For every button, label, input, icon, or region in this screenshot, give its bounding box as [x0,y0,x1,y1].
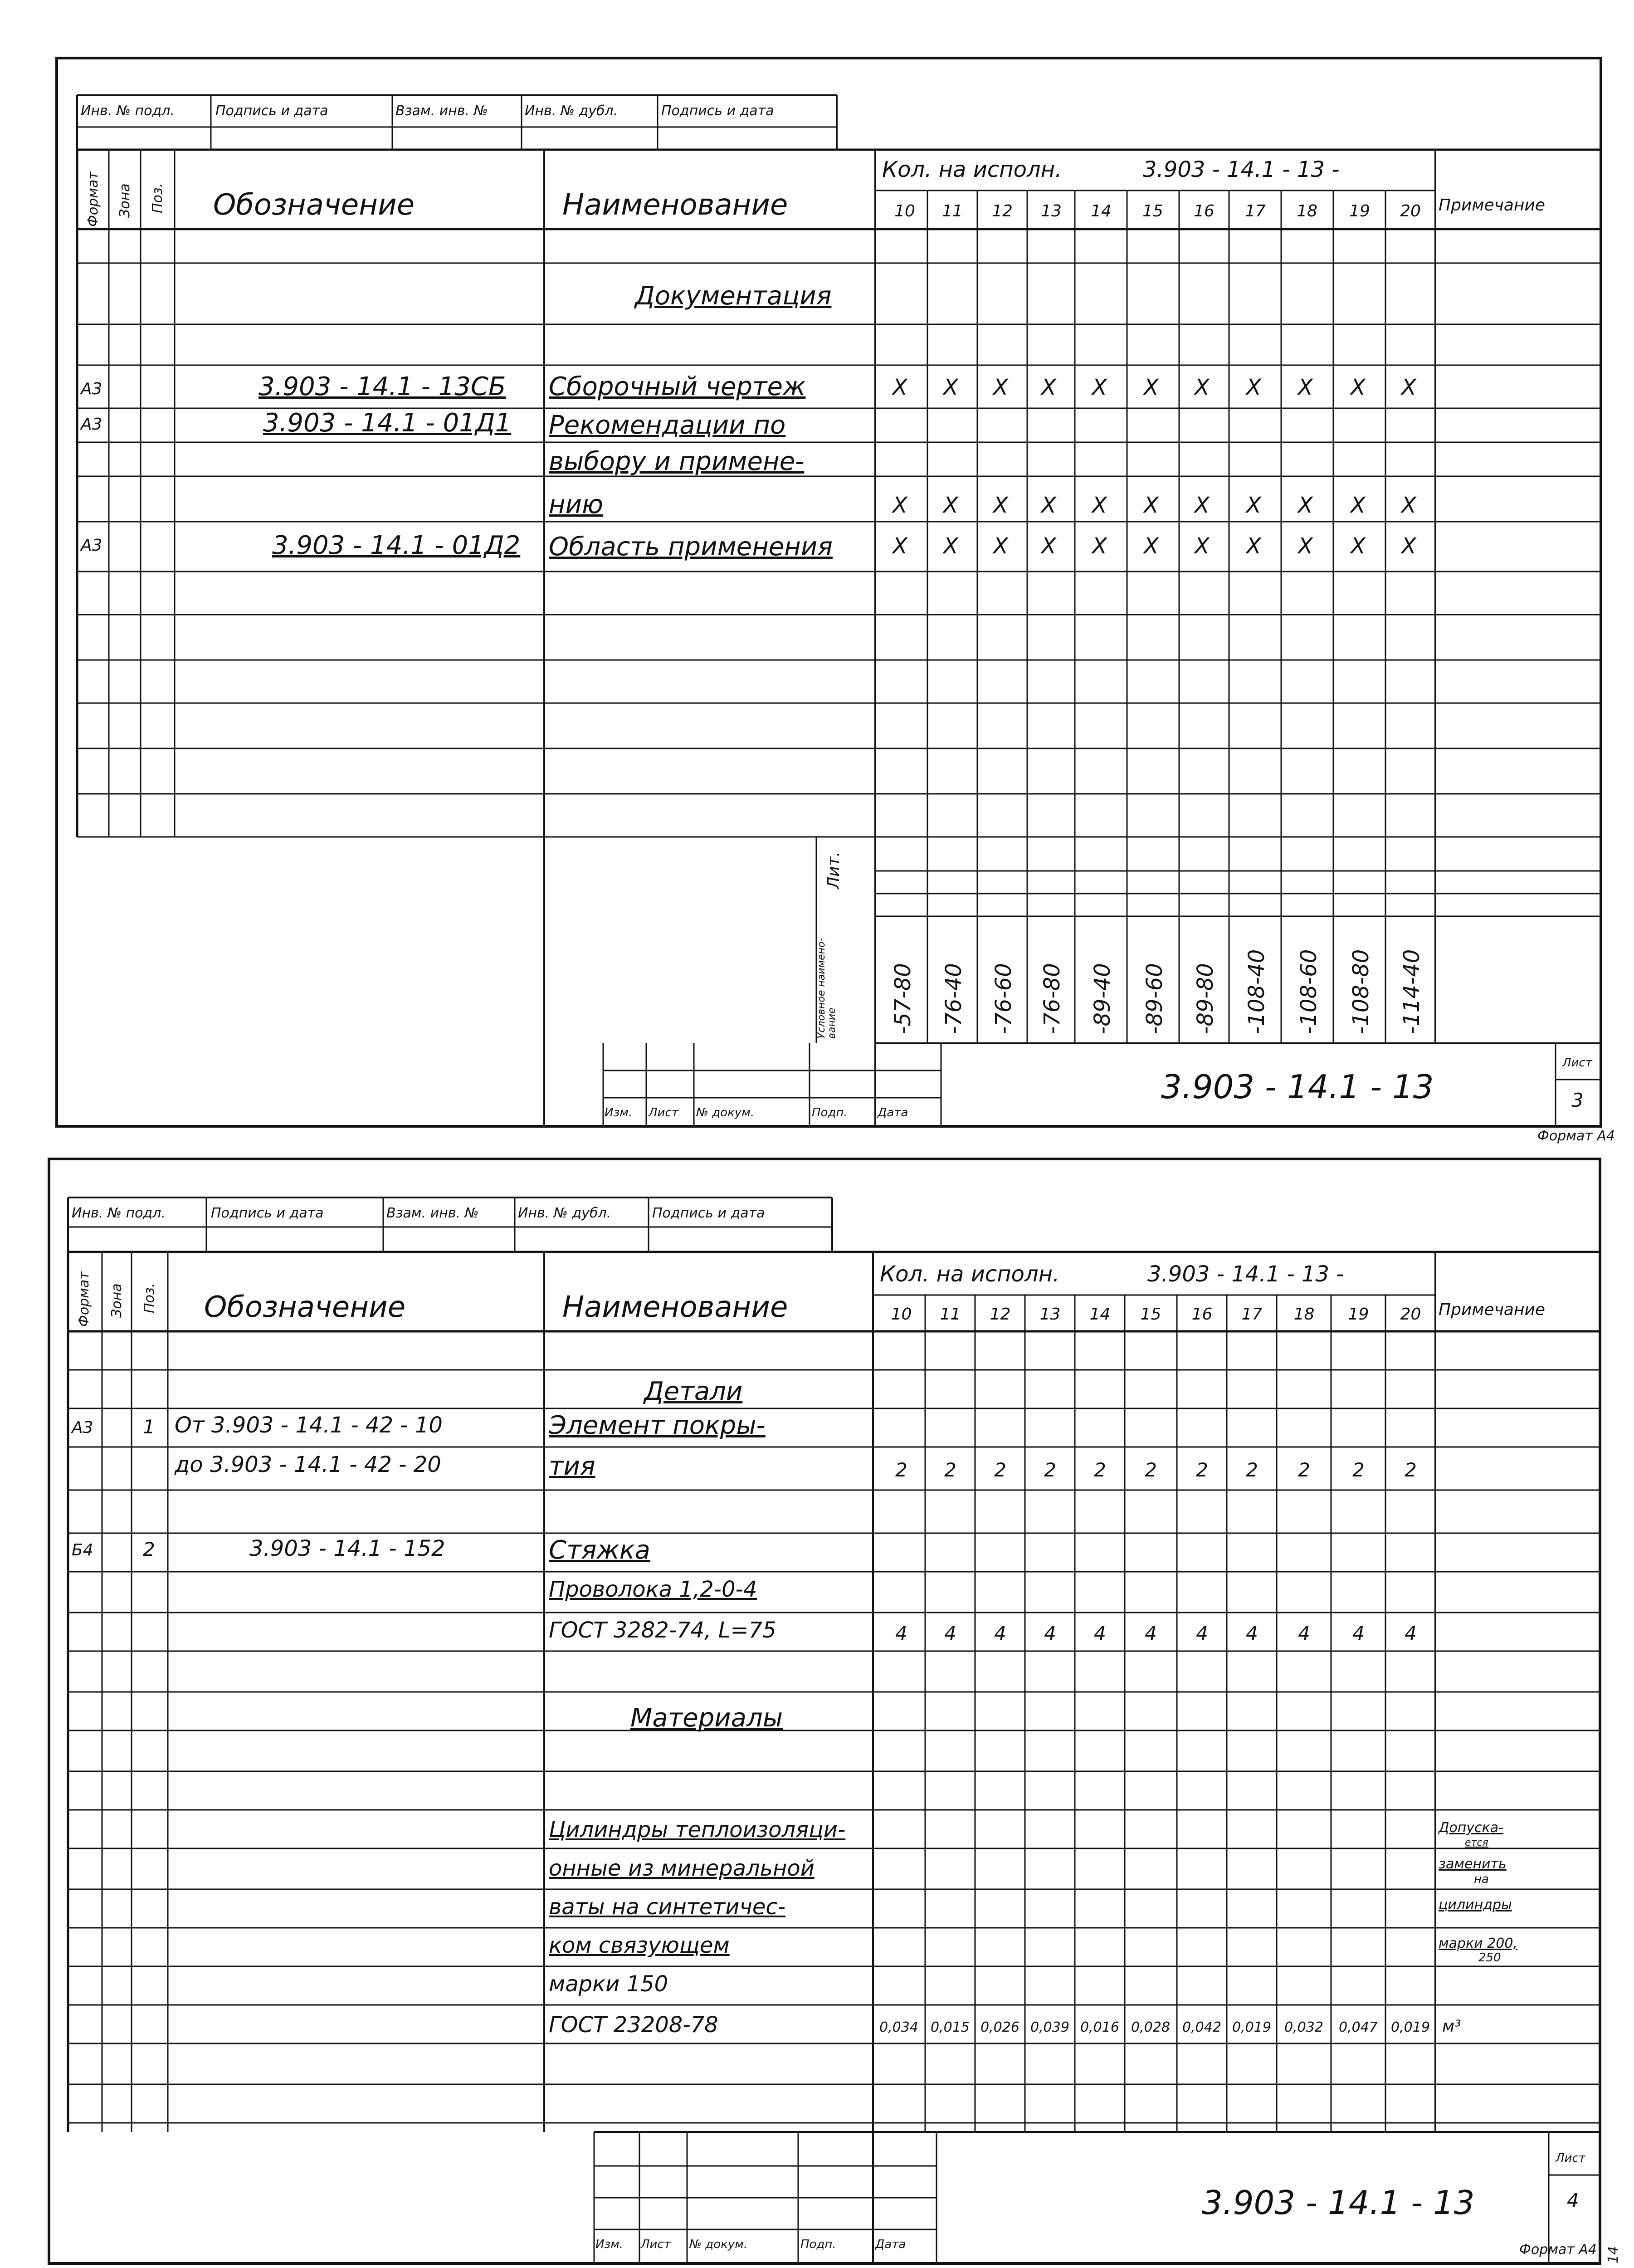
mat-value-cell: 0,016 [1080,2019,1119,2035]
qty-cell: 2 [1352,1459,1365,1481]
mat-value-cell: 0,032 [1284,2019,1323,2035]
x-mark: X [1144,533,1159,559]
ispoln2-19: 19 [1348,1305,1369,1324]
mat-naim-line6: ГОСТ 23208-78 [549,2012,718,2038]
tb1-data: Дата [878,1106,908,1119]
stamp2-vzam-inv: Взам. инв. № [386,1205,479,1221]
x-mark: X [1298,493,1313,518]
mat-note-line: цилиндры [1439,1897,1512,1913]
x-mark: X [1195,375,1210,400]
ispoln-10: 10 [894,202,915,220]
tb2-format: Формат А4 [1519,2242,1597,2258]
row2-2-naim-line1: Стяжка [549,1535,650,1565]
mat-value-cell: 0,026 [980,2019,1019,2035]
row1-oboz: 3.903 - 14.1 - 13СБ [259,372,506,401]
x-mark: X [1246,375,1261,400]
ispoln2-20: 20 [1400,1305,1421,1324]
qty-cell: 2 [1246,1459,1258,1481]
ispoln-20: 20 [1400,202,1421,220]
tb1-list-no: 3 [1571,1089,1584,1111]
tb2-side-mark: 14 [1605,2246,1621,2263]
x-mark: X [993,493,1008,518]
row2-format: А3 [81,415,102,434]
section-materialy: Материалы [630,1703,783,1733]
qty-cell: 2 [1298,1459,1310,1481]
tb1-list: Лист [649,1106,678,1119]
x-mark: X [1351,375,1366,400]
mat-value-cell: 0,019 [1391,2019,1430,2035]
qty-cell: 4 [1044,1622,1056,1644]
row2-2-oboz: 3.903 - 14.1 - 152 [249,1536,445,1561]
mat-unit: м³ [1442,2017,1461,2036]
ispoln-18: 18 [1297,202,1317,220]
tb2-code: 3.903 - 14.1 - 13 [1202,2184,1475,2222]
stamp-vzam-inv: Взам. инв. № [395,103,488,119]
row2-2-poz: 2 [143,1538,155,1560]
uslovnoe-label: Условное наимено- вание [816,938,838,1039]
ispoln-14: 14 [1091,202,1112,220]
row2-2-format: Б4 [72,1541,93,1559]
x-mark: X [1092,533,1107,559]
x-mark: X [1092,493,1107,518]
col-header-poz: Поз. [150,183,166,213]
lit-label: Лит. [824,851,843,889]
x-mark: X [1195,533,1210,559]
row2-1-oboz-line1: От 3.903 - 14.1 - 42 - 10 [175,1413,443,1438]
uslovnoe-value: -89-80 [1193,963,1218,1034]
tb1-podp: Подп. [812,1106,848,1119]
uslovnoe-value: -89-60 [1142,963,1167,1034]
x-mark: X [1246,493,1261,518]
col-header-kol: Кол. на исполн. [882,157,1062,182]
x-mark: X [1144,493,1159,518]
tb1-format: Формат А4 [1537,1128,1615,1144]
x-mark: X [1298,375,1313,400]
row3-naim: Область применения [549,532,833,562]
row2-1-format: А3 [72,1418,93,1437]
x-mark: X [893,375,907,400]
mat-note-line: на [1474,1872,1489,1886]
mat-naim-line1: Цилиндры теплоизоляци- [549,1817,846,1843]
col-header-primechanie: Примечание [1439,196,1546,215]
mat-value-cell: 0,039 [1030,2019,1069,2035]
qty-cell: 4 [1145,1622,1157,1644]
stamp-inv-dubl: Инв. № дубл. [525,103,618,119]
col2-header-poz: Поз. [141,1283,157,1313]
col-header-format: Формат [85,171,101,227]
tb1-code: 3.903 - 14.1 - 13 [1161,1068,1434,1106]
qty-cell: 4 [994,1622,1006,1644]
uslovnoe-value: -89-40 [1090,963,1115,1034]
tb2-list: Лист [641,2238,671,2251]
col2-header-kol: Кол. на исполн. [880,1261,1060,1287]
x-mark: X [943,533,958,559]
x-mark: X [943,375,958,400]
tb1-list-label: Лист [1562,1056,1592,1070]
uslovnoe-value: -76-80 [1039,963,1065,1034]
stamp2-inv-podl: Инв. № подл. [72,1205,166,1221]
row3-format: А3 [81,536,102,555]
uslovnoe-value: -114-40 [1399,949,1424,1034]
qty-cell: 2 [944,1459,956,1481]
row3-oboz: 3.903 - 14.1 - 01Д2 [272,531,521,560]
ispoln2-16: 16 [1191,1305,1213,1324]
mat-note-line: заменить [1439,1856,1507,1872]
uslovnoe-value: -57-80 [890,963,916,1034]
ispoln2-15: 15 [1140,1305,1161,1324]
mat-note-line: марки 200, [1439,1936,1518,1951]
tb1-izm: Изм. [605,1106,633,1119]
qty-cell: 4 [1094,1622,1106,1644]
tb2-data: Дата [875,2238,906,2251]
qty-cell: 2 [895,1459,907,1481]
x-mark: X [1092,375,1107,400]
qty-cell: 4 [944,1622,956,1644]
row2-1-oboz-line2: до 3.903 - 14.1 - 42 - 20 [175,1452,441,1477]
qty-cell: 4 [1405,1622,1417,1644]
row2-1-naim-line2: тия [549,1452,595,1481]
mat-naim-line2: онные из минеральной [549,1856,815,1881]
uslovnoe-value: -108-80 [1348,949,1374,1034]
ispoln-17: 17 [1245,202,1266,220]
ispoln2-18: 18 [1293,1305,1315,1324]
ispoln-11: 11 [942,202,963,220]
mat-value-cell: 0,019 [1232,2019,1271,2035]
row1-naim: Сборочный чертеж [549,372,806,401]
ispoln-15: 15 [1142,202,1163,220]
x-mark: X [1246,533,1261,559]
x-mark: X [1195,493,1210,518]
row1-format: А3 [81,380,102,398]
col-header-oboznachenie: Обозначение [213,188,415,222]
x-mark: X [993,533,1008,559]
stamp-podpis-data: Подпись и дата [215,103,328,119]
mat-note-line: Допуска- [1439,1820,1503,1836]
x-mark: X [893,533,907,559]
row2-1-naim-line1: Элемент покры- [549,1411,766,1440]
qty-cell: 4 [1298,1622,1310,1644]
row2-naim-line2: выбору и примене- [549,447,805,476]
col2-header-primechanie: Примечание [1439,1300,1546,1319]
ispoln-12: 12 [992,202,1013,220]
qty-cell: 2 [1145,1459,1157,1481]
ispoln-19: 19 [1349,202,1370,220]
ispoln2-11: 11 [940,1305,961,1324]
x-mark: X [893,493,907,518]
qty-cell: 4 [1352,1622,1365,1644]
row2-naim-line3: нию [549,490,604,519]
x-mark: X [1041,375,1056,400]
ispoln2-13: 13 [1039,1305,1061,1324]
ispoln2-17: 17 [1241,1305,1263,1324]
ispoln-16: 16 [1194,202,1215,220]
x-mark: X [943,493,958,518]
qty-cell: 4 [1196,1622,1208,1644]
x-mark: X [1401,533,1416,559]
mat-naim-line3: ваты на синтетичес- [549,1894,786,1920]
row2-oboz: 3.903 - 14.1 - 01Д1 [263,408,512,438]
tb2-list-label: Лист [1556,2151,1585,2165]
mat-note-line: ется [1465,1837,1488,1848]
ispoln2-12: 12 [990,1305,1011,1324]
row2-naim-line1: Рекомендации по [549,411,786,440]
tb2-n-dokum: № докум. [689,2238,748,2251]
stamp-podpis-data-2: Подпись и дата [661,103,774,119]
x-mark: X [1041,493,1056,518]
col2-header-zona: Зона [109,1283,125,1318]
x-mark: X [1351,493,1366,518]
col-header-naimenovanie: Наименование [562,188,788,222]
tb2-list-no: 4 [1567,2189,1579,2211]
section-detali: Детали [644,1377,743,1406]
uslovnoe-value: -76-40 [941,963,966,1034]
mat-value-cell: 0,028 [1131,2019,1170,2035]
uslovnoe-value: -76-60 [991,963,1016,1034]
row2-1-poz: 1 [143,1416,155,1438]
col2-header-oboznachenie: Обозначение [204,1290,406,1324]
mat-note-line: 250 [1478,1951,1501,1965]
ispoln-13: 13 [1041,202,1062,220]
row2-2-naim-line2: Проволока 1,2-0-4 [549,1577,757,1602]
uslovnoe-value: -108-60 [1296,949,1322,1034]
col-header-zona: Зона [117,183,133,218]
tb1-n-dokum: № докум. [696,1106,755,1119]
tb2-podp: Подп. [800,2238,836,2251]
mat-naim-line4: ком связующем [549,1933,730,1958]
col2-header-format: Формат [76,1271,92,1327]
col2-header-naimenovanie: Наименование [562,1290,788,1324]
stamp-inv-podl: Инв. № подл. [81,103,175,119]
mat-value-cell: 0,015 [931,2019,970,2035]
col2-header-kol-code: 3.903 - 14.1 - 13 - [1147,1261,1344,1287]
qty-cell: 2 [994,1459,1006,1481]
row2-2-naim-line3: ГОСТ 3282-74, L=75 [549,1618,776,1643]
qty-cell: 2 [1196,1459,1208,1481]
stamp2-inv-dubl: Инв. № дубл. [518,1205,611,1221]
x-mark: X [1401,375,1416,400]
mat-naim-line5: марки 150 [549,1971,668,1997]
x-mark: X [1041,533,1056,559]
uslovnoe-value: -108-40 [1244,949,1269,1034]
qty-cell: 2 [1405,1459,1417,1481]
col-header-kol-code: 3.903 - 14.1 - 13 - [1143,157,1340,182]
section-dokumentatsiya: Документация [635,281,832,311]
x-mark: X [1401,493,1416,518]
qty-cell: 4 [895,1622,907,1644]
mat-value-cell: 0,042 [1182,2019,1221,2035]
stamp2-podpis-data-2: Подпись и дата [652,1205,765,1221]
tb2-izm: Изм. [595,2238,624,2251]
qty-cell: 2 [1094,1459,1106,1481]
x-mark: X [993,375,1008,400]
ispoln2-14: 14 [1089,1305,1111,1324]
mat-value-cell: 0,047 [1339,2019,1378,2035]
qty-cell: 4 [1246,1622,1258,1644]
x-mark: X [1298,533,1313,559]
x-mark: X [1351,533,1366,559]
mat-value-cell: 0,034 [879,2019,918,2035]
x-mark: X [1144,375,1159,400]
ispoln2-10: 10 [891,1305,912,1324]
qty-cell: 2 [1044,1459,1056,1481]
stamp2-podpis-data: Подпись и дата [211,1205,324,1221]
